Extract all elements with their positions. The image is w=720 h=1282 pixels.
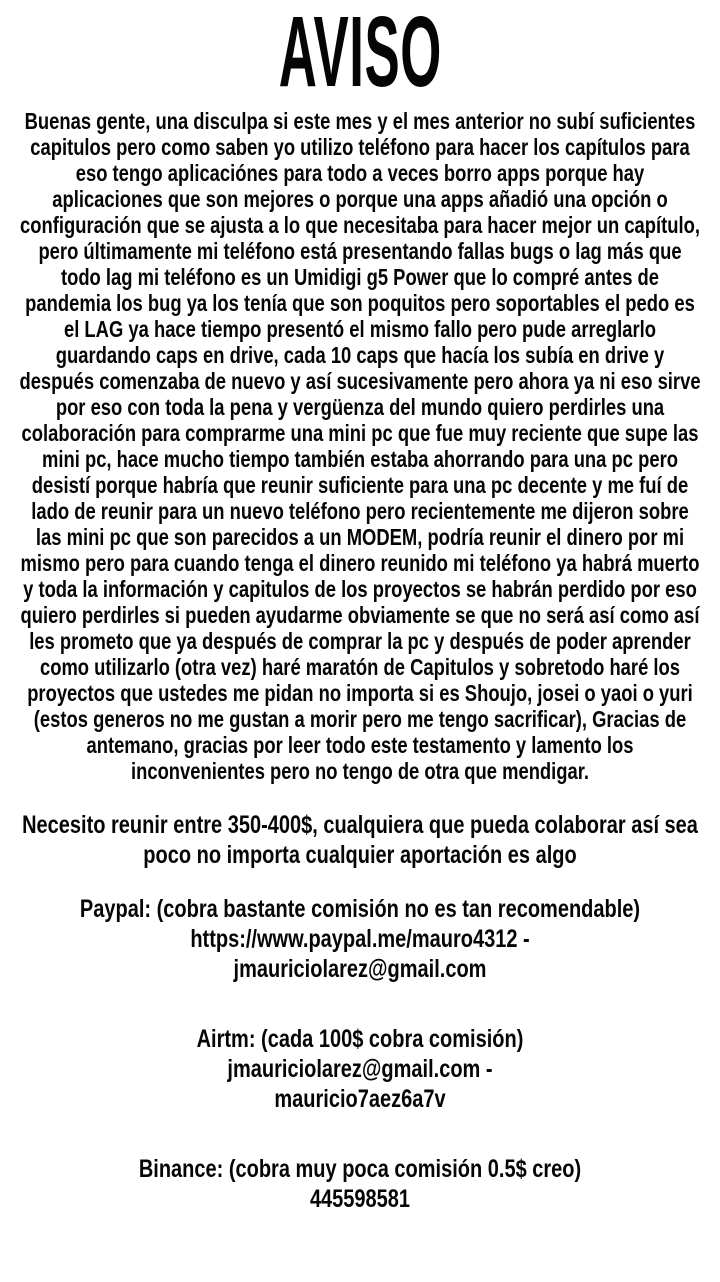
airtm-commission-note: Airtm: (cada 100$ cobra comisión) — [196, 1025, 524, 1053]
paypal-commission-note: Paypal: (cobra bastante comisión no es tan recomendable) — [79, 895, 641, 923]
notice-page — [0, 2, 720, 1214]
binance-commission-note: Binance: (cobra muy poca comisión 0.5$ creo) — [138, 1155, 582, 1183]
binance-id: 445598581 — [309, 1185, 411, 1213]
binance-section — [0, 1154, 720, 1214]
funding-goal-text: Necesito reunir entre 350-400$, cualquiera que pueda colaborar así sea poco no importa cualquier aportación es algo — [22, 811, 698, 869]
airtm-email: jmauriciolarez@gmail.com - — [227, 1055, 493, 1083]
airtm-section — [0, 1024, 720, 1114]
paypal-section — [0, 894, 720, 984]
page-title-text: AVISO — [278, 0, 442, 108]
page-title — [0, 0, 720, 108]
paypal-email: jmauriciolarez@gmail.com — [233, 955, 487, 983]
apology-paragraph: Buenas gente, una disculpa si este mes y el mes anterior no subí suficientes capitulos pero como saben yo utilizo teléfono para hacer los capítulos para eso tengo aplicaciónes para todo a veces borro apps porque hay aplicaciones que son mejores o porque una apps añadió una opción o configuración que se ajusta a lo que necesitaba para hacer mejor un capítulo, pero últimamente mi teléfono está presentando fallas bugs o lag más que todo lag mi teléfono es un Umidigi g5 Power que lo compré antes de pandemia los bug ya los tenía que son poquitos pero soportables el pedo es el LAG ya hace tiempo presentó el mismo fallo pero pude arreglarlo guardando caps en drive, cada 10 caps que hacía los subía en drive y después comenzaba de nuevo y así sucesivamente pero ahora ya ni eso sirve por eso con toda la pena y vergüenza del mundo quiero perdirles una colaboración para comprarme una mini pc que fue muy reciente que supe las mini pc, hace mucho tiempo también estaba ahorrando para una pc pero desistí porque habría que reunir suficiente para una pc decente y me fuí de lado de reunir para un nuevo teléfono pero recientemente me dijeron sobre las mini pc que son parecidos a un MODEM, podría reunir el dinero por mi mismo pero para cuando tenga el dinero reunido mi teléfono ya habrá muerto y toda la información y capitulos de los proyectos se habrán perdido por eso quiero perdirles si pueden ayudarme obviamente se que no será así como así les prometo que ya después de comprar la pc y después de poder aprender como utilizarlo (otra vez) haré maratón de Capitulos y sobretodo haré los proyectos que ustedes me pidan no importa si es Shoujo, josei o yaoi o yuri (estos generos no me gustan a morir pero me tengo sacrificar), Gracias de antemano, gracias por leer todo este testamento y lamento los inconvenientes pero no tengo de otra que mendigar. — [19, 108, 701, 784]
paypal-url: https://www.paypal.me/mauro4312 - — [190, 925, 530, 953]
airtm-username: mauricio7aez6a7v — [274, 1085, 446, 1113]
